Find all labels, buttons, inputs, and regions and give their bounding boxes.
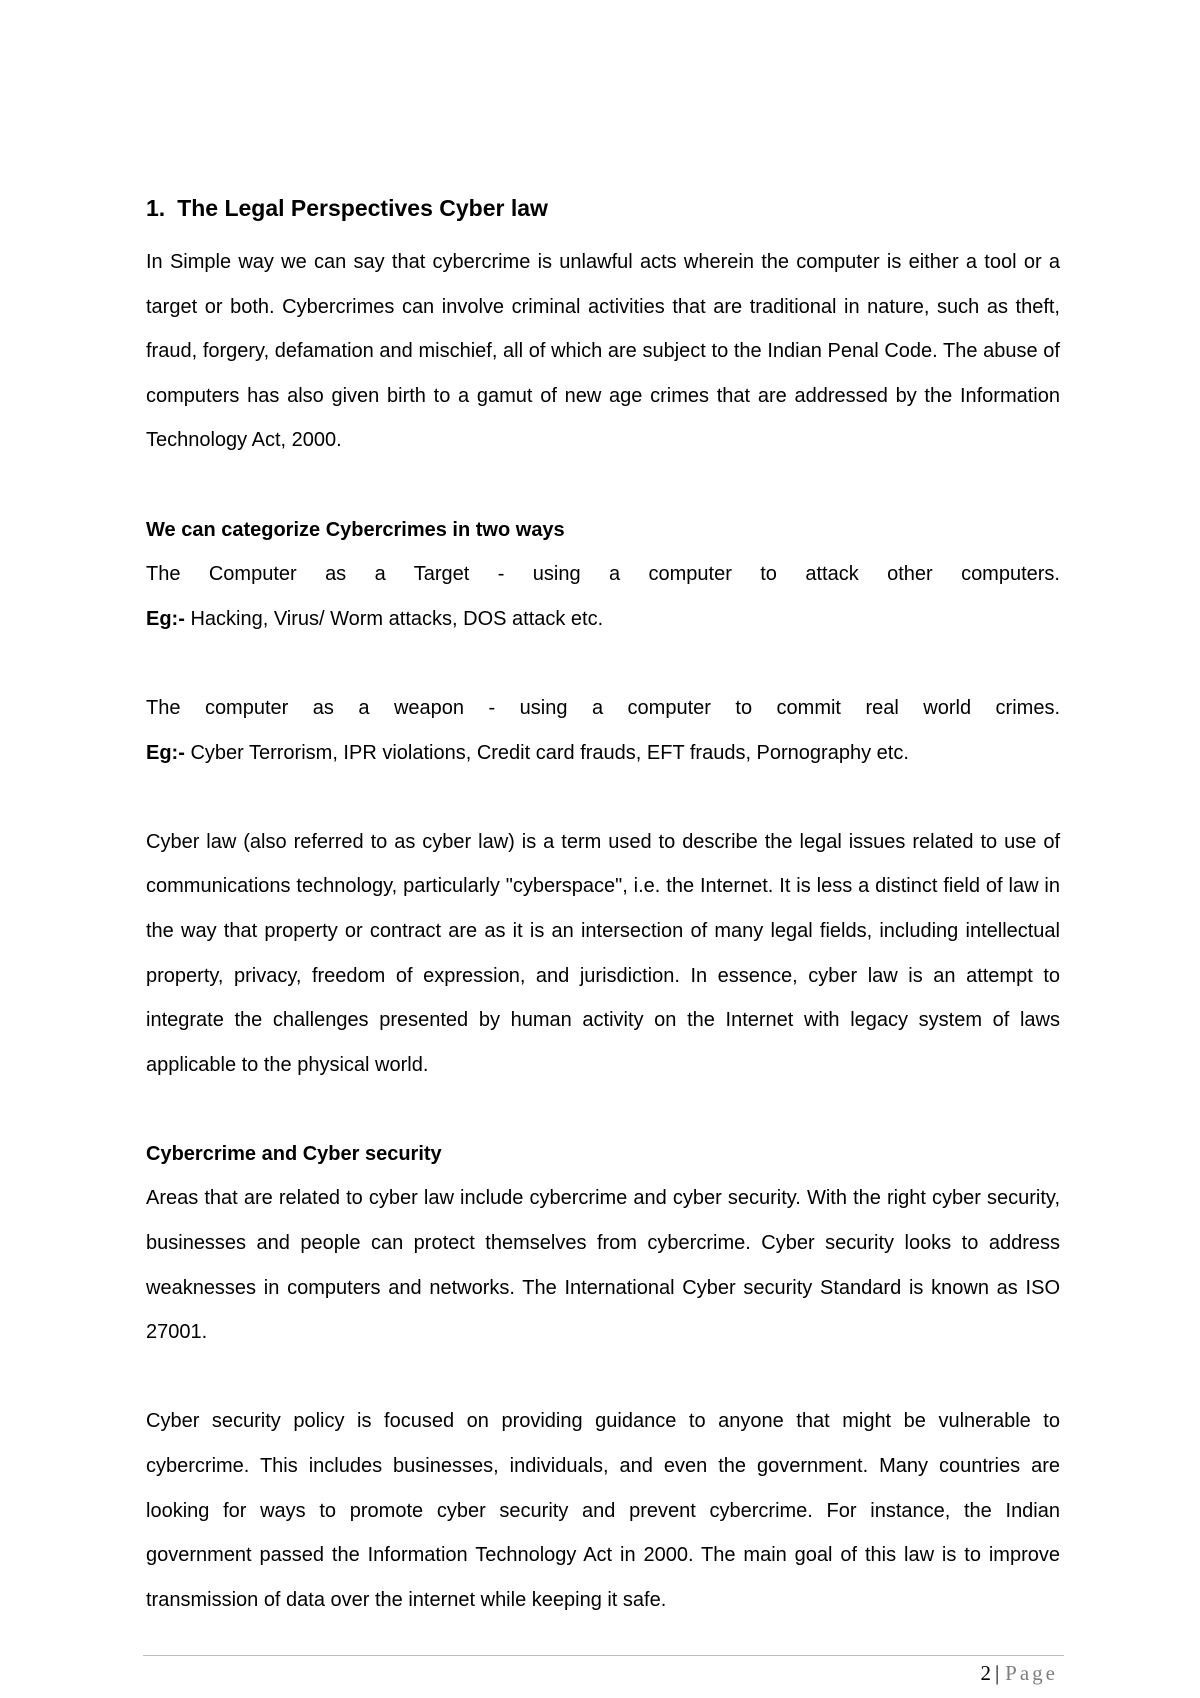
weapon-example-label: Eg:- (146, 741, 185, 764)
footer-divider (143, 1655, 1064, 1656)
target-example-label: Eg:- (146, 607, 185, 630)
weapon-example (146, 731, 1060, 776)
page-label: Page (1005, 1661, 1058, 1685)
cyberlaw-definition-paragraph: Cyber law (also referred to as cyber law) is a term used to describe the legal issues related to use of communications technology, particularly "cyberspace", i.e. the Internet. It is less a distinct field of law in the way that property or contract are as it is an intersection of many legal fields, including intellectual property, privacy, freedom of expression, and jurisdiction. In essence, cyber law is an attempt to integrate the challenges presented by human activity on the Internet with legacy system of laws applicable to the physical world. (146, 830, 1060, 1076)
section-number: 1. (146, 195, 166, 221)
page-footer (980, 1658, 1058, 1688)
spacer (146, 775, 1060, 820)
target-line: The Computer as a Target - using a computer to attack other computers. (146, 563, 1060, 586)
weapon-example-text: Cyber Terrorism, IPR violations, Credit card frauds, EFT frauds, Pornography etc. (184, 741, 909, 764)
security-subheading: Cybercrime and Cyber security (146, 1142, 442, 1165)
page-number: 2 (980, 1661, 991, 1685)
categorize-subheading: We can categorize Cybercrimes in two ways (146, 518, 565, 541)
intro-paragraph: In Simple way we can say that cybercrime is unlawful acts wherein the computer is either a tool or a target or both. Cybercrimes can involve criminal activities that are traditional in nature, such as theft, fraud, forgery, defamation and mischief, all of which are subject to the Indian Penal Code. The abuse of computers has also given birth to a gamut of new age crimes that are addressed by the Information Technology Act, 2000. (146, 251, 1060, 452)
page-content (146, 188, 1060, 1622)
spacer (146, 463, 1060, 508)
spacer (146, 641, 1060, 686)
spacer (146, 1087, 1060, 1132)
footer-separator: | (994, 1661, 1000, 1685)
target-example-text: Hacking, Virus/ Worm attacks, DOS attack etc. (184, 607, 604, 630)
policy-paragraph: Cyber security policy is focused on providing guidance to anyone that might be vulnerable to cybercrime. This includes businesses, individuals, and even the government. Many countries are looking for ways to promote cyber security and prevent cybercrime. For instance, the Indian government passed the Information Technology Act in 2000. The main goal of this law is to improve transmission of data over the internet while keeping it safe. (146, 1410, 1060, 1611)
spacer (146, 1355, 1060, 1400)
security-paragraph: Areas that are related to cyber law include cybercrime and cyber security. With the right cyber security, businesses and people can protect themselves from cybercrime. Cyber security looks to address weaknesses in computers and networks. The International Cyber security Standard is known as ISO 27001. (146, 1187, 1060, 1344)
weapon-line: The computer as a weapon - using a computer to commit real world crimes. (146, 696, 1060, 719)
section-heading (146, 188, 1060, 228)
section-title: The Legal Perspectives Cyber law (177, 195, 548, 221)
target-example (146, 597, 1060, 642)
